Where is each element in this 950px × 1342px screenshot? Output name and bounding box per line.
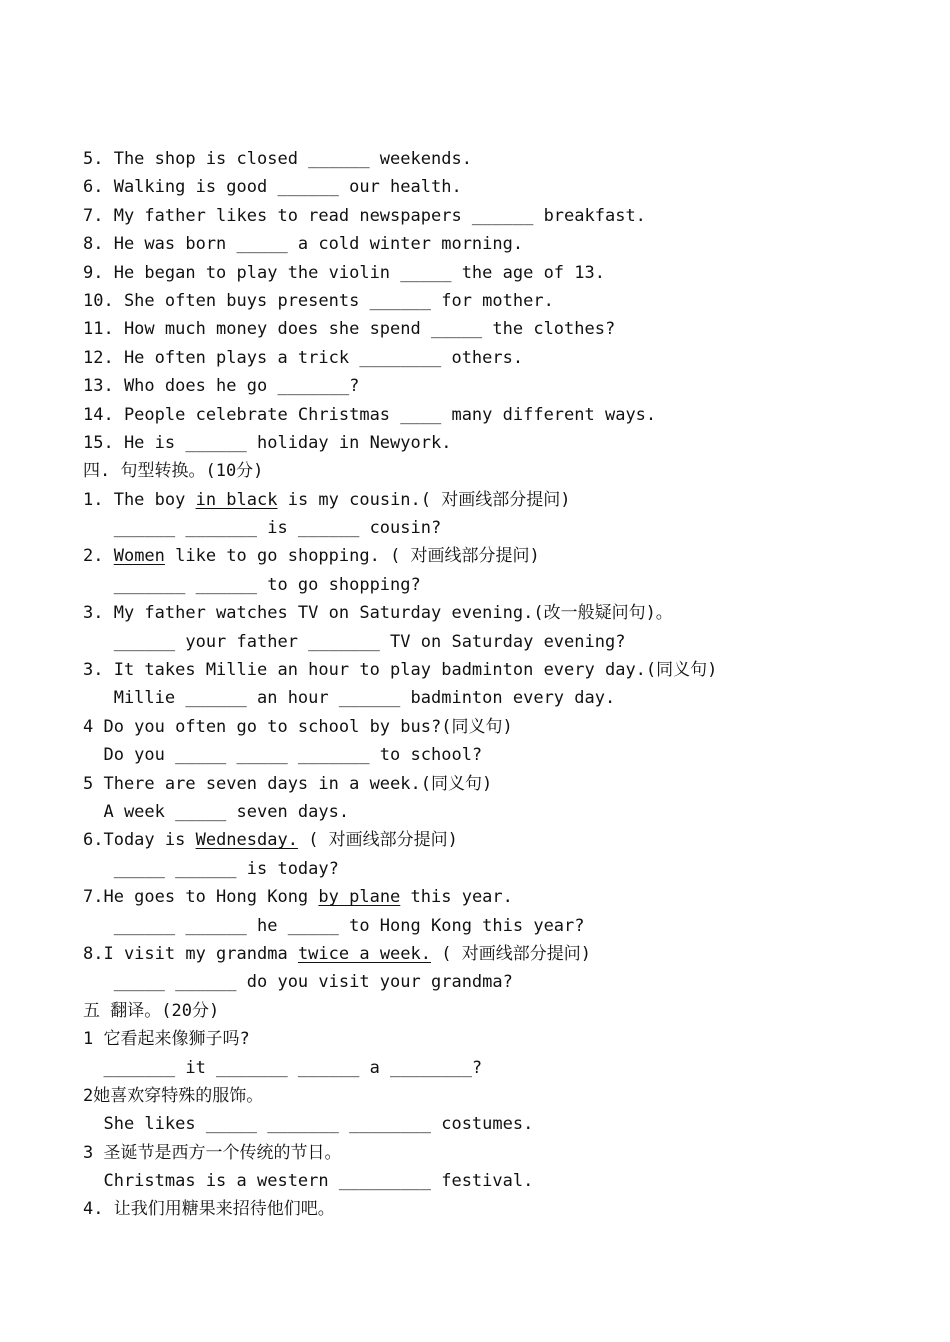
line-text: 3. It takes Millie an hour to play badminton every day.(同义句)	[83, 660, 718, 681]
exercise-line	[83, 599, 923, 627]
line-text: 7. My father likes to read newspapers ______ breakfast.	[83, 205, 646, 226]
exercise-line	[83, 883, 923, 911]
line-text: _____ ______ do you visit your grandma?	[83, 972, 513, 993]
exercise-line	[83, 770, 923, 798]
fill-in-blank-items	[83, 145, 923, 457]
line-text: 6. Walking is good ______ our health.	[83, 177, 462, 198]
line-text: 12. He often plays a trick ________ others.	[83, 347, 524, 368]
line-text: 1 它看起来像狮子吗?	[83, 1029, 250, 1050]
exercise-line	[83, 798, 923, 826]
line-text: 6.Today is	[83, 830, 196, 851]
line-text: 15. He is ______ holiday in Newyork.	[83, 432, 452, 453]
underlined-phrase: by plane	[318, 887, 401, 908]
line-text: Millie ______ an hour ______ badminton every day.	[83, 688, 616, 709]
line-text: like to go shopping. ( 对画线部分提问)	[164, 546, 540, 567]
line-text: 8.I visit my grandma	[83, 943, 298, 964]
line-text: ______ ______ he _____ to Hong Kong this year?	[83, 915, 585, 936]
exercise-line	[83, 202, 923, 230]
line-text: ______ your father _______ TV on Saturday evening?	[83, 631, 626, 652]
exercise-line	[83, 230, 923, 258]
translation-items	[83, 1025, 923, 1224]
line-text: this year.	[400, 887, 513, 908]
exercise-line	[83, 1082, 923, 1110]
exercise-line	[83, 287, 923, 315]
line-text: 3 圣诞节是西方一个传统的节日。	[83, 1142, 342, 1163]
line-text: _______ it _______ ______ a ________?	[83, 1057, 483, 1078]
exercise-line	[83, 514, 923, 542]
exercise-line	[83, 855, 923, 883]
line-text: 1. The boy	[83, 489, 196, 510]
line-text: 2她喜欢穿特殊的服饰。	[83, 1085, 264, 1106]
line-text: _____ ______ is today?	[83, 858, 339, 879]
exercise-line	[83, 486, 923, 514]
exercise-line	[83, 315, 923, 343]
exercise-line	[83, 684, 923, 712]
underlined-phrase: in black	[195, 489, 278, 510]
worksheet-page	[83, 145, 923, 1224]
line-text: 11. How much money does she spend _____ the clothes?	[83, 319, 616, 340]
line-text: Christmas is a western _________ festival.	[83, 1171, 534, 1192]
line-text: 10. She often buys presents ______ for mother.	[83, 290, 554, 311]
exercise-line	[83, 259, 923, 287]
section-5-heading: 五 翻译。(20分)	[83, 1000, 220, 1021]
exercise-line	[83, 826, 923, 854]
line-text: 4 Do you often go to school by bus?(同义句)	[83, 716, 513, 737]
line-text: A week _____ seven days.	[83, 801, 350, 822]
exercise-line	[83, 173, 923, 201]
exercise-line	[83, 542, 923, 570]
line-text: 5 There are seven days in a week.(同义句)	[83, 773, 493, 794]
exercise-line	[83, 713, 923, 741]
line-text: ______ _______ is ______ cousin?	[83, 518, 442, 539]
line-text: 9. He began to play the violin _____ the age of 13.	[83, 262, 605, 283]
exercise-line	[83, 372, 923, 400]
exercise-line	[83, 1139, 923, 1167]
line-text: is my cousin.( 对画线部分提问)	[277, 489, 571, 510]
line-text: 13. Who does he go _______?	[83, 376, 360, 397]
section-4-heading: 四. 句型转换。(10分)	[83, 461, 264, 482]
exercise-line	[83, 344, 923, 372]
sentence-transformation-items	[83, 486, 923, 997]
underlined-phrase: Women	[113, 546, 165, 567]
line-text: Do you _____ _____ _______ to school?	[83, 745, 483, 766]
exercise-line	[83, 1054, 923, 1082]
exercise-line	[83, 968, 923, 996]
line-text: ( 对画线部分提问)	[297, 830, 458, 851]
exercise-line	[83, 628, 923, 656]
exercise-line	[83, 1110, 923, 1138]
line-text: 7.He goes to Hong Kong	[83, 887, 319, 908]
line-text: 3. My father watches TV on Saturday evening.(改一般疑问句)。	[83, 603, 673, 624]
line-text: _______ ______ to go shopping?	[83, 574, 421, 595]
line-text: 4. 让我们用糖果来招待他们吧。	[83, 1199, 335, 1220]
exercise-line	[83, 912, 923, 940]
exercise-line	[83, 1167, 923, 1195]
underlined-phrase: Wednesday.	[195, 830, 298, 851]
exercise-line	[83, 429, 923, 457]
exercise-line	[83, 401, 923, 429]
exercise-line	[83, 940, 923, 968]
line-text: 14. People celebrate Christmas ____ many different ways.	[83, 404, 657, 425]
exercise-line	[83, 656, 923, 684]
exercise-line	[83, 1195, 923, 1223]
exercise-line	[83, 1025, 923, 1053]
line-text: ( 对画线部分提问)	[431, 943, 591, 964]
exercise-line	[83, 741, 923, 769]
line-text: 5. The shop is closed ______ weekends.	[83, 149, 472, 169]
exercise-line	[83, 145, 923, 173]
line-text: 8. He was born _____ a cold winter morning.	[83, 234, 524, 255]
line-text: She likes _____ _______ ________ costumes.	[83, 1114, 534, 1135]
underlined-phrase: twice a week.	[297, 943, 431, 964]
exercise-line	[83, 571, 923, 599]
line-text: 2.	[83, 546, 114, 567]
